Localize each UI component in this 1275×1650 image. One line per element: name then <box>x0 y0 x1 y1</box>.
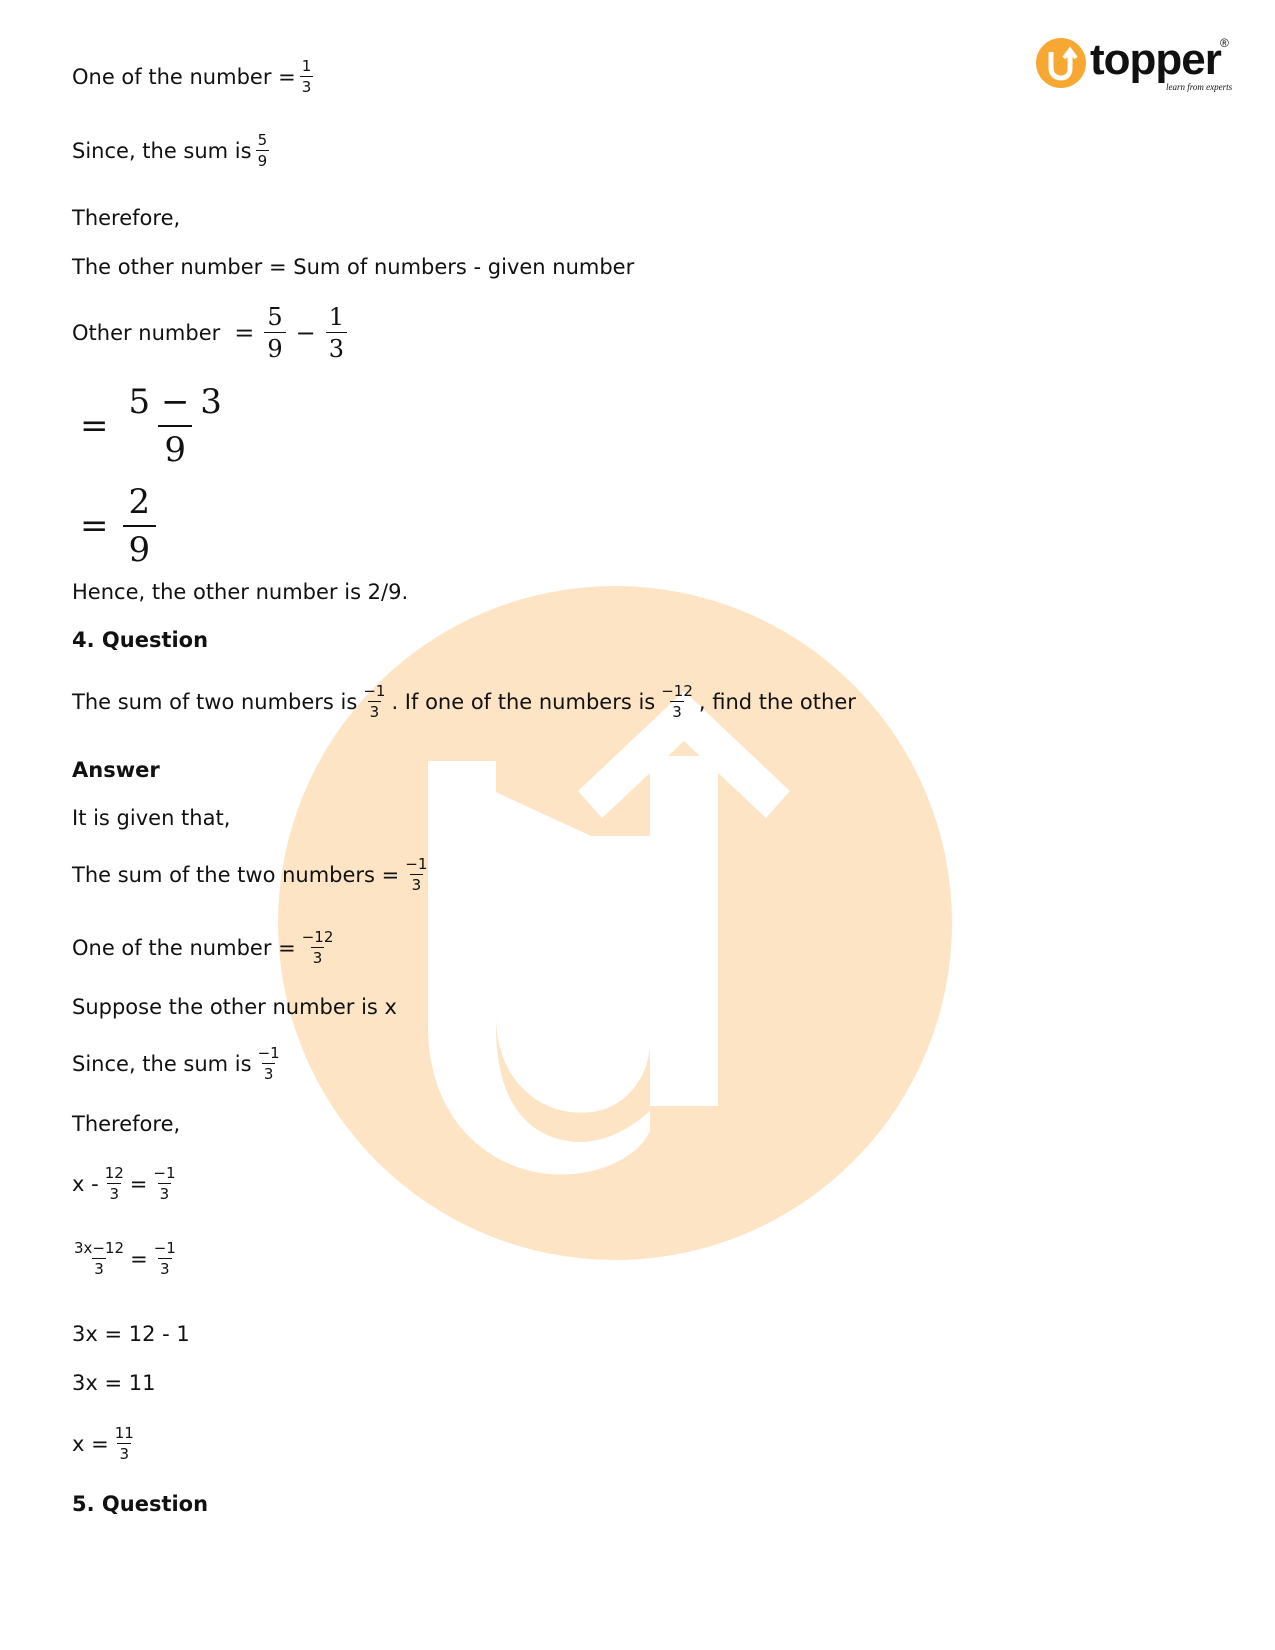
fraction: $\frac{-12}{3}$ <box>301 928 334 967</box>
therefore-text: Therefore, <box>72 206 181 230</box>
since-sum-line-q4: Since, the sum is $\frac{-1}{3}$ <box>72 1044 280 1083</box>
logo-u-arrow-icon <box>1036 38 1086 88</box>
fraction: $\frac{-1}{3}$ <box>153 1164 176 1203</box>
fraction: $\frac{-1}{3}$ <box>153 1239 176 1278</box>
suppose-text: Suppose the other number is x <box>72 995 397 1019</box>
fraction: $\frac{5}{9}$ <box>264 304 285 362</box>
logo-tagline: learn from experts <box>1166 82 1233 92</box>
fraction: $\frac{5 - 3}{9}$ <box>128 382 222 470</box>
since-sum-line: Since, the sum is $\frac{5}{9}$ <box>72 131 268 170</box>
fraction: $\frac{-1}{3}$ <box>363 682 386 721</box>
formula-text: The other number = Sum of numbers - given number <box>72 255 635 279</box>
equation-4: 3x = 11 <box>72 1371 156 1395</box>
question-5-heading: 5. Question <box>72 1492 209 1516</box>
equation-3: 3x = 12 - 1 <box>72 1322 190 1346</box>
equation-5: x = $\frac{11}{3}$ <box>72 1424 134 1463</box>
answer-heading: Answer <box>72 758 160 782</box>
fraction: $\frac{5}{9}$ <box>257 131 268 170</box>
one-number-line-q4: One of the number = $\frac{-12}{3}$ <box>72 928 334 967</box>
given-text: It is given that, <box>72 806 231 830</box>
logo-registered-mark: ® <box>1220 36 1229 50</box>
fraction: $\frac{2}{9}$ <box>123 483 157 569</box>
fraction: $\frac{1}{3}$ <box>326 304 347 362</box>
step2-line: = $\frac{2}{9}$ <box>72 483 164 569</box>
logo-wordmark: topper <box>1090 35 1221 84</box>
other-number-line: Other number = $\frac{5}{9}$ − $\frac{1}{3}$ <box>72 304 353 362</box>
fraction: $\frac{1}{3}$ <box>301 57 312 96</box>
fraction: $\frac{11}{3}$ <box>114 1424 134 1463</box>
fraction: $\frac{-12}{3}$ <box>661 682 693 721</box>
equation-1: x - $\frac{12}{3}$ = $\frac{-1}{3}$ <box>72 1164 176 1203</box>
fraction: $\frac{-1}{3}$ <box>405 855 428 894</box>
fraction: $\frac{3x-12}{3}$ <box>74 1239 125 1278</box>
fraction: $\frac{12}{3}$ <box>104 1164 124 1203</box>
step1-line: = $\frac{5 - 3}{9}$ <box>72 383 236 469</box>
therefore-text-q4: Therefore, <box>72 1112 181 1136</box>
question-4-text: The sum of two numbers is $\frac{-1}{3}$ . If one of the numbers is $\frac{-12}{3}$ , find the other <box>72 682 856 721</box>
fraction: $\frac{-1}{3}$ <box>257 1044 280 1083</box>
question-4-heading: 4. Question <box>72 628 209 652</box>
equation-2: $\frac{3x-12}{3}$ = $\frac{-1}{3}$ <box>74 1239 176 1278</box>
hence-text: Hence, the other number is 2/9. <box>72 580 409 604</box>
one-number-line: One of the number = $\frac{1}{3}$ <box>72 57 312 96</box>
sum-line: The sum of the two numbers = $\frac{-1}{3}$ <box>72 855 428 894</box>
topper-logo <box>1036 34 1236 96</box>
